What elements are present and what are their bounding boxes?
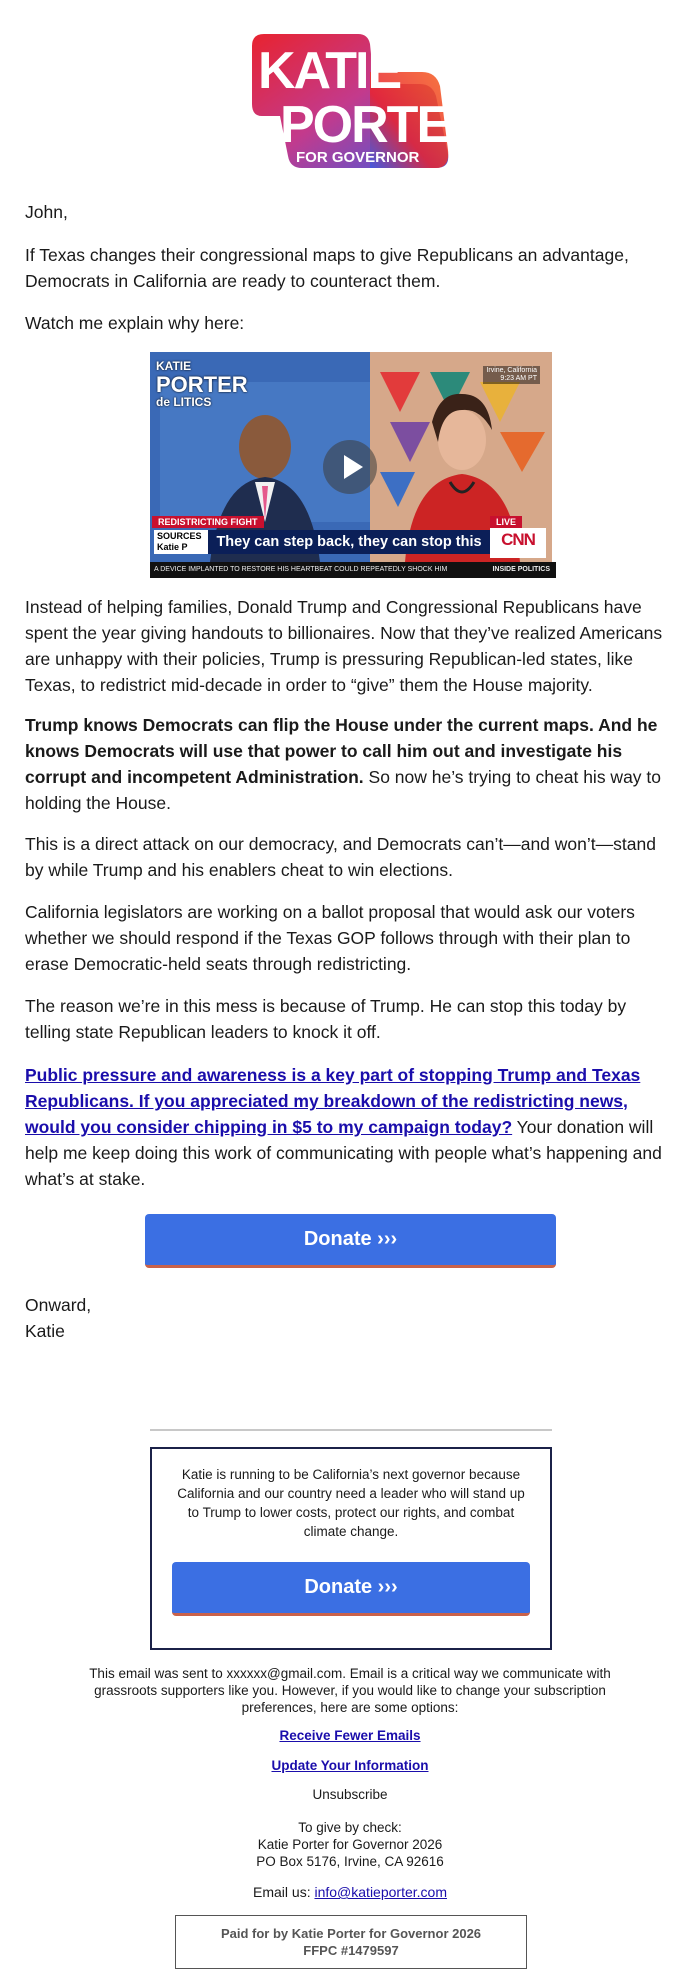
logo-line-katie: KATIE (258, 42, 401, 100)
video-live-badge: LIVE (490, 516, 522, 528)
signoff: Onward, Katie (25, 1295, 92, 1341)
greeting: John, (25, 202, 68, 222)
paid-for-disclaimer: Paid for by Katie Porter for Governor 2026 FFPC #1479597 (175, 1915, 527, 1969)
play-icon[interactable] (323, 440, 377, 494)
footer-donate-button[interactable]: Donate ››› (172, 1562, 530, 1616)
contact-email-link[interactable]: info@katieporter.com (314, 1884, 447, 1900)
paragraph-watch: Watch me explain why here: (25, 313, 245, 333)
video-brand: KATIE PORTER de LITICS (156, 359, 248, 409)
unsubscribe-link[interactable]: Unsubscribe (312, 1787, 388, 1802)
video-source-label: SOURCES Katie P (154, 530, 210, 554)
video-network-logo: CNN (490, 528, 546, 558)
video-ticker: A DEVICE IMPLANTED TO RESTORE HIS HEARTBEAT COULD REPEATEDLY SHOCK HIM INSIDE POLITICS (150, 562, 556, 578)
paragraph-intro: If Texas changes their congressional maps to give Republicans an advantage, Democrats in California are ready to counteract them. (25, 245, 629, 291)
footer-donate-box (150, 1447, 552, 1650)
paragraph-ask: Public pressure and awareness is a key part of stopping Trump and Texas Republicans. If you appreciated my breakdown of the redistricting news, would you consider chipping in $5 to my campaign today? Your donation will help me keep doing this work of communicating with people what’s happening and what’s at stake. (25, 1065, 662, 1189)
donate-button[interactable]: Donate ››› (145, 1214, 556, 1268)
paragraph-reason: The reason we’re in this mess is because of Trump. He can stop this today by telling state Republican leaders to knock it off. (25, 996, 627, 1042)
video-thumbnail[interactable] (150, 352, 552, 578)
video-headline: They can step back, they can stop this (208, 530, 490, 554)
logo-line-porter: PORTER (280, 96, 485, 154)
video-segment-tag: REDISTRICTING FIGHT (152, 516, 264, 528)
paragraph-democracy: This is a direct attack on our democracy, and Democrats can’t—and won’t—stand by while Trump and his enablers cheat to win elections. (25, 834, 656, 880)
update-information-link[interactable]: Update Your Information (271, 1758, 429, 1773)
video-location: Irvine, California 9:23 AM PT (483, 366, 540, 384)
receive-fewer-emails-link-wrap (60, 1727, 640, 1744)
paragraph-handouts: Instead of helping families, Donald Trump and Congressional Republicans have spent the year giving handouts to billionaires. Now that they’ve realized Americans are unhappy with their policies, Trump is pressuring Republican-led states, like Texas, to redistrict mid-decade in order to “give” them the House majority. (25, 597, 663, 695)
receive-fewer-emails-link[interactable]: Receive Fewer Emails (279, 1728, 421, 1743)
footer-divider (150, 1429, 552, 1431)
subscription-notice: This email was sent to xxxxxx@gmail.com. Email is a critical way we communicate with grassroots supporters like you. However, if you would like to change your subscription preferences, here are some options: (89, 1666, 611, 1715)
check-instructions: To give by check: Katie Porter for Governor 2026 PO Box 5176, Irvine, CA 92616 (256, 1820, 444, 1869)
update-information-link-wrap (60, 1757, 640, 1774)
logo-line-governor: FOR GOVERNOR (296, 149, 420, 166)
footer-blurb: Katie is running to be California’s next governor because California and our country need a leader who will stand up to Trump to lower costs, protect our rights, and combat climate change. (177, 1467, 525, 1539)
donation-ask-link[interactable]: Public pressure and awareness is a key part of stopping Trump and Texas Republicans. If you appreciated my breakdown of the redistricting news, would you consider chipping in $5 to my campaign today? (25, 1065, 641, 1137)
paragraph-ballot: California legislators are working on a ballot proposal that would ask our voters whether we should respond if the Texas GOP follows through with their plan to erase Democratic-held seats through redistricting. (25, 902, 635, 974)
campaign-logo (250, 32, 485, 170)
contact-email: Email us: info@katieporter.com (253, 1884, 447, 1900)
paragraph-flip-house: Trump knows Democrats can flip the House under the current maps. And he knows Democrats will use that power to call him out and investigate his corrupt and incompetent Administration. So now he’s trying to cheat his way to holding the House. (25, 715, 662, 813)
